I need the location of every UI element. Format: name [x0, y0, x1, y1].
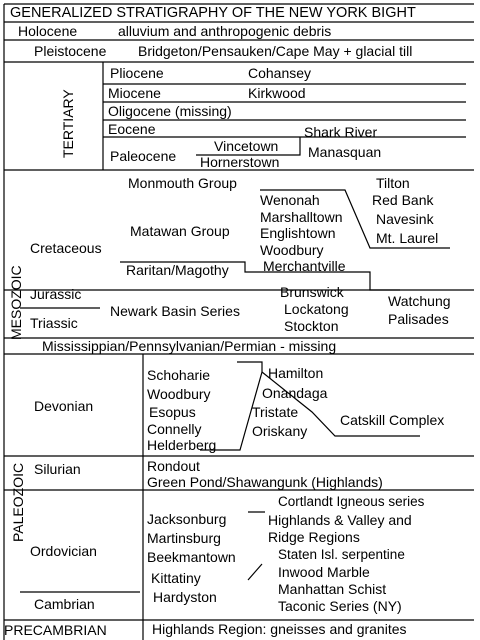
- pleistocene-description: Bridgeton/Pensauken/Cape May + glacial till: [138, 43, 413, 59]
- englishtown-formation: Englishtown: [260, 225, 336, 241]
- precambrian-label: PRECAMBRIAN: [4, 622, 107, 638]
- marshalltown-formation: Marshalltown: [260, 209, 343, 225]
- triassic-label: Triassic: [30, 315, 78, 331]
- helderberg-group: Helderberg: [147, 437, 217, 453]
- hornerstown-formation: Hornerstown: [200, 154, 280, 170]
- taconic-series: Taconic Series (NY): [278, 598, 402, 614]
- chart-title: GENERALIZED STRATIGRAPHY OF THE NEW YORK BIGHT: [10, 5, 416, 21]
- raritan-magothy: Raritan/Magothy: [126, 262, 229, 278]
- hardyston-formation: Hardyston: [153, 589, 217, 605]
- mt-laurel-formation: Mt. Laurel: [376, 230, 439, 246]
- beekmantown-group: Beekmantown: [147, 549, 236, 565]
- manhattan-schist: Manhattan Schist: [278, 581, 387, 597]
- paleozoic-label: PALEOZOIC: [10, 462, 26, 542]
- oligocene-label: Oligocene (missing): [108, 103, 232, 119]
- holocene-label: Holocene: [18, 23, 78, 39]
- schoharie-formation: Schoharie: [147, 367, 211, 383]
- tertiary-label: TERTIARY: [60, 89, 76, 158]
- wenonah-formation: Wenonah: [260, 192, 320, 208]
- green-pond-shawangunk: Green Pond/Shawangunk (Highlands): [147, 474, 383, 490]
- kirkwood-formation: Kirkwood: [248, 85, 306, 101]
- inwood-marble: Inwood Marble: [278, 564, 370, 580]
- cambrian-label: Cambrian: [34, 596, 95, 612]
- woodbury-formation-cretaceous: Woodbury: [260, 242, 324, 258]
- jacksonburg-formation: Jacksonburg: [147, 511, 227, 527]
- holocene-description: alluvium and anthropogenic debris: [118, 23, 332, 39]
- cretaceous-label: Cretaceous: [30, 240, 102, 256]
- precambrian-description: Highlands Region: gneisses and granites: [152, 621, 407, 637]
- lockatong-formation: Lockatong: [284, 301, 349, 317]
- highlands-valley-label: Highlands & Valley and: [268, 512, 412, 528]
- woodbury-formation-devonian: Woodbury: [147, 386, 211, 402]
- silurian-label: Silurian: [34, 461, 81, 477]
- shark-river-formation: Shark River: [304, 124, 378, 140]
- ridge-regions-label: Ridge Regions: [268, 529, 360, 545]
- miocene-label: Miocene: [108, 85, 161, 101]
- staten-island-serpentine: Staten Isl. serpentine: [278, 547, 405, 562]
- manasquan-formation: Manasquan: [308, 144, 382, 160]
- brunswick-formation: Brunswick: [280, 284, 344, 300]
- connelly-formation: Connelly: [147, 421, 202, 437]
- watchung-basalt: Watchung: [388, 293, 451, 309]
- martinsburg-formation: Martinsburg: [147, 530, 221, 546]
- vincetown-formation: Vincetown: [214, 138, 279, 154]
- paleocene-label: Paleocene: [110, 148, 177, 164]
- tilton-formation: Tilton: [376, 175, 410, 191]
- esopus-formation: Esopus: [149, 404, 196, 420]
- navesink-formation: Navesink: [376, 211, 434, 227]
- merchantville-formation: Merchantville: [263, 258, 346, 274]
- oriskany-formation: Oriskany: [252, 423, 308, 439]
- rondout-formation: Rondout: [147, 458, 200, 474]
- eocene-label: Eocene: [108, 121, 156, 137]
- palisades-sill: Palisades: [388, 311, 449, 327]
- pleistocene-label: Pleistocene: [34, 43, 107, 59]
- tristate-formation: Tristate: [252, 404, 299, 420]
- stockton-formation: Stockton: [284, 318, 339, 334]
- cortlandt-igneous-series: Cortlandt Igneous series: [278, 494, 425, 509]
- red-bank-formation: Red Bank: [372, 192, 434, 208]
- catskill-complex: Catskill Complex: [340, 412, 445, 428]
- kittatiny-formation: Kittatiny: [151, 570, 201, 586]
- ordovician-label: Ordovician: [30, 543, 97, 559]
- missing-periods: Mississippian/Pennsylvanian/Permian - missing: [42, 338, 337, 354]
- pliocene-label: Pliocene: [110, 65, 164, 81]
- cohansey-formation: Cohansey: [248, 65, 312, 81]
- mesozoic-label: MESOZOIC: [8, 265, 24, 340]
- devonian-label: Devonian: [34, 398, 94, 414]
- onandaga-formation: Onandaga: [262, 385, 328, 401]
- jurassic-label: Jurassic: [30, 286, 82, 302]
- monmouth-group: Monmouth Group: [128, 175, 237, 191]
- newark-basin-series: Newark Basin Series: [110, 303, 240, 319]
- matawan-group: Matawan Group: [130, 223, 230, 239]
- hamilton-group: Hamilton: [268, 365, 324, 381]
